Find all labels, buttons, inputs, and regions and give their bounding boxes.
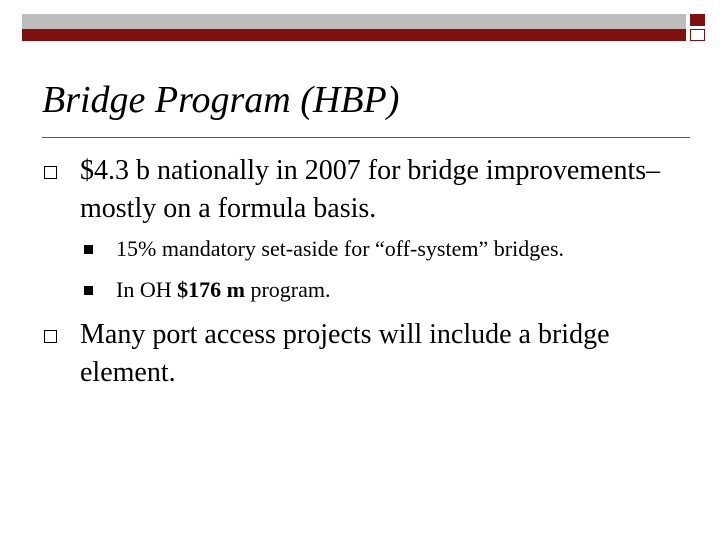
header-bar-red [22, 29, 686, 41]
subbullet-2-amount: $176 m [177, 277, 245, 302]
bullet-2-text: Many port access projects will include a bridge element. [80, 319, 610, 388]
title-divider [42, 137, 690, 138]
filled-square-bullet-icon [84, 286, 93, 295]
subbullet-2-suffix: program. [244, 277, 331, 302]
square-bullet-icon [44, 166, 57, 179]
bullet-1-text: $4.3 b nationally in 2007 for bridge improvements– mostly on a formula basis. [80, 155, 661, 224]
subbullet-1-text: 15% mandatory set-aside for “off-system” bridges. [116, 236, 565, 261]
square-bullet-icon [44, 330, 57, 343]
subbullet-2-prefix: In OH [116, 277, 178, 302]
corner-square-filled [690, 14, 705, 26]
header-bar-gray [22, 14, 686, 29]
corner-square-outline [690, 29, 705, 41]
slide-title: Bridge Program (HBP) [42, 79, 400, 121]
filled-square-bullet-icon [84, 245, 93, 254]
subbullet-2-text [116, 277, 330, 303]
